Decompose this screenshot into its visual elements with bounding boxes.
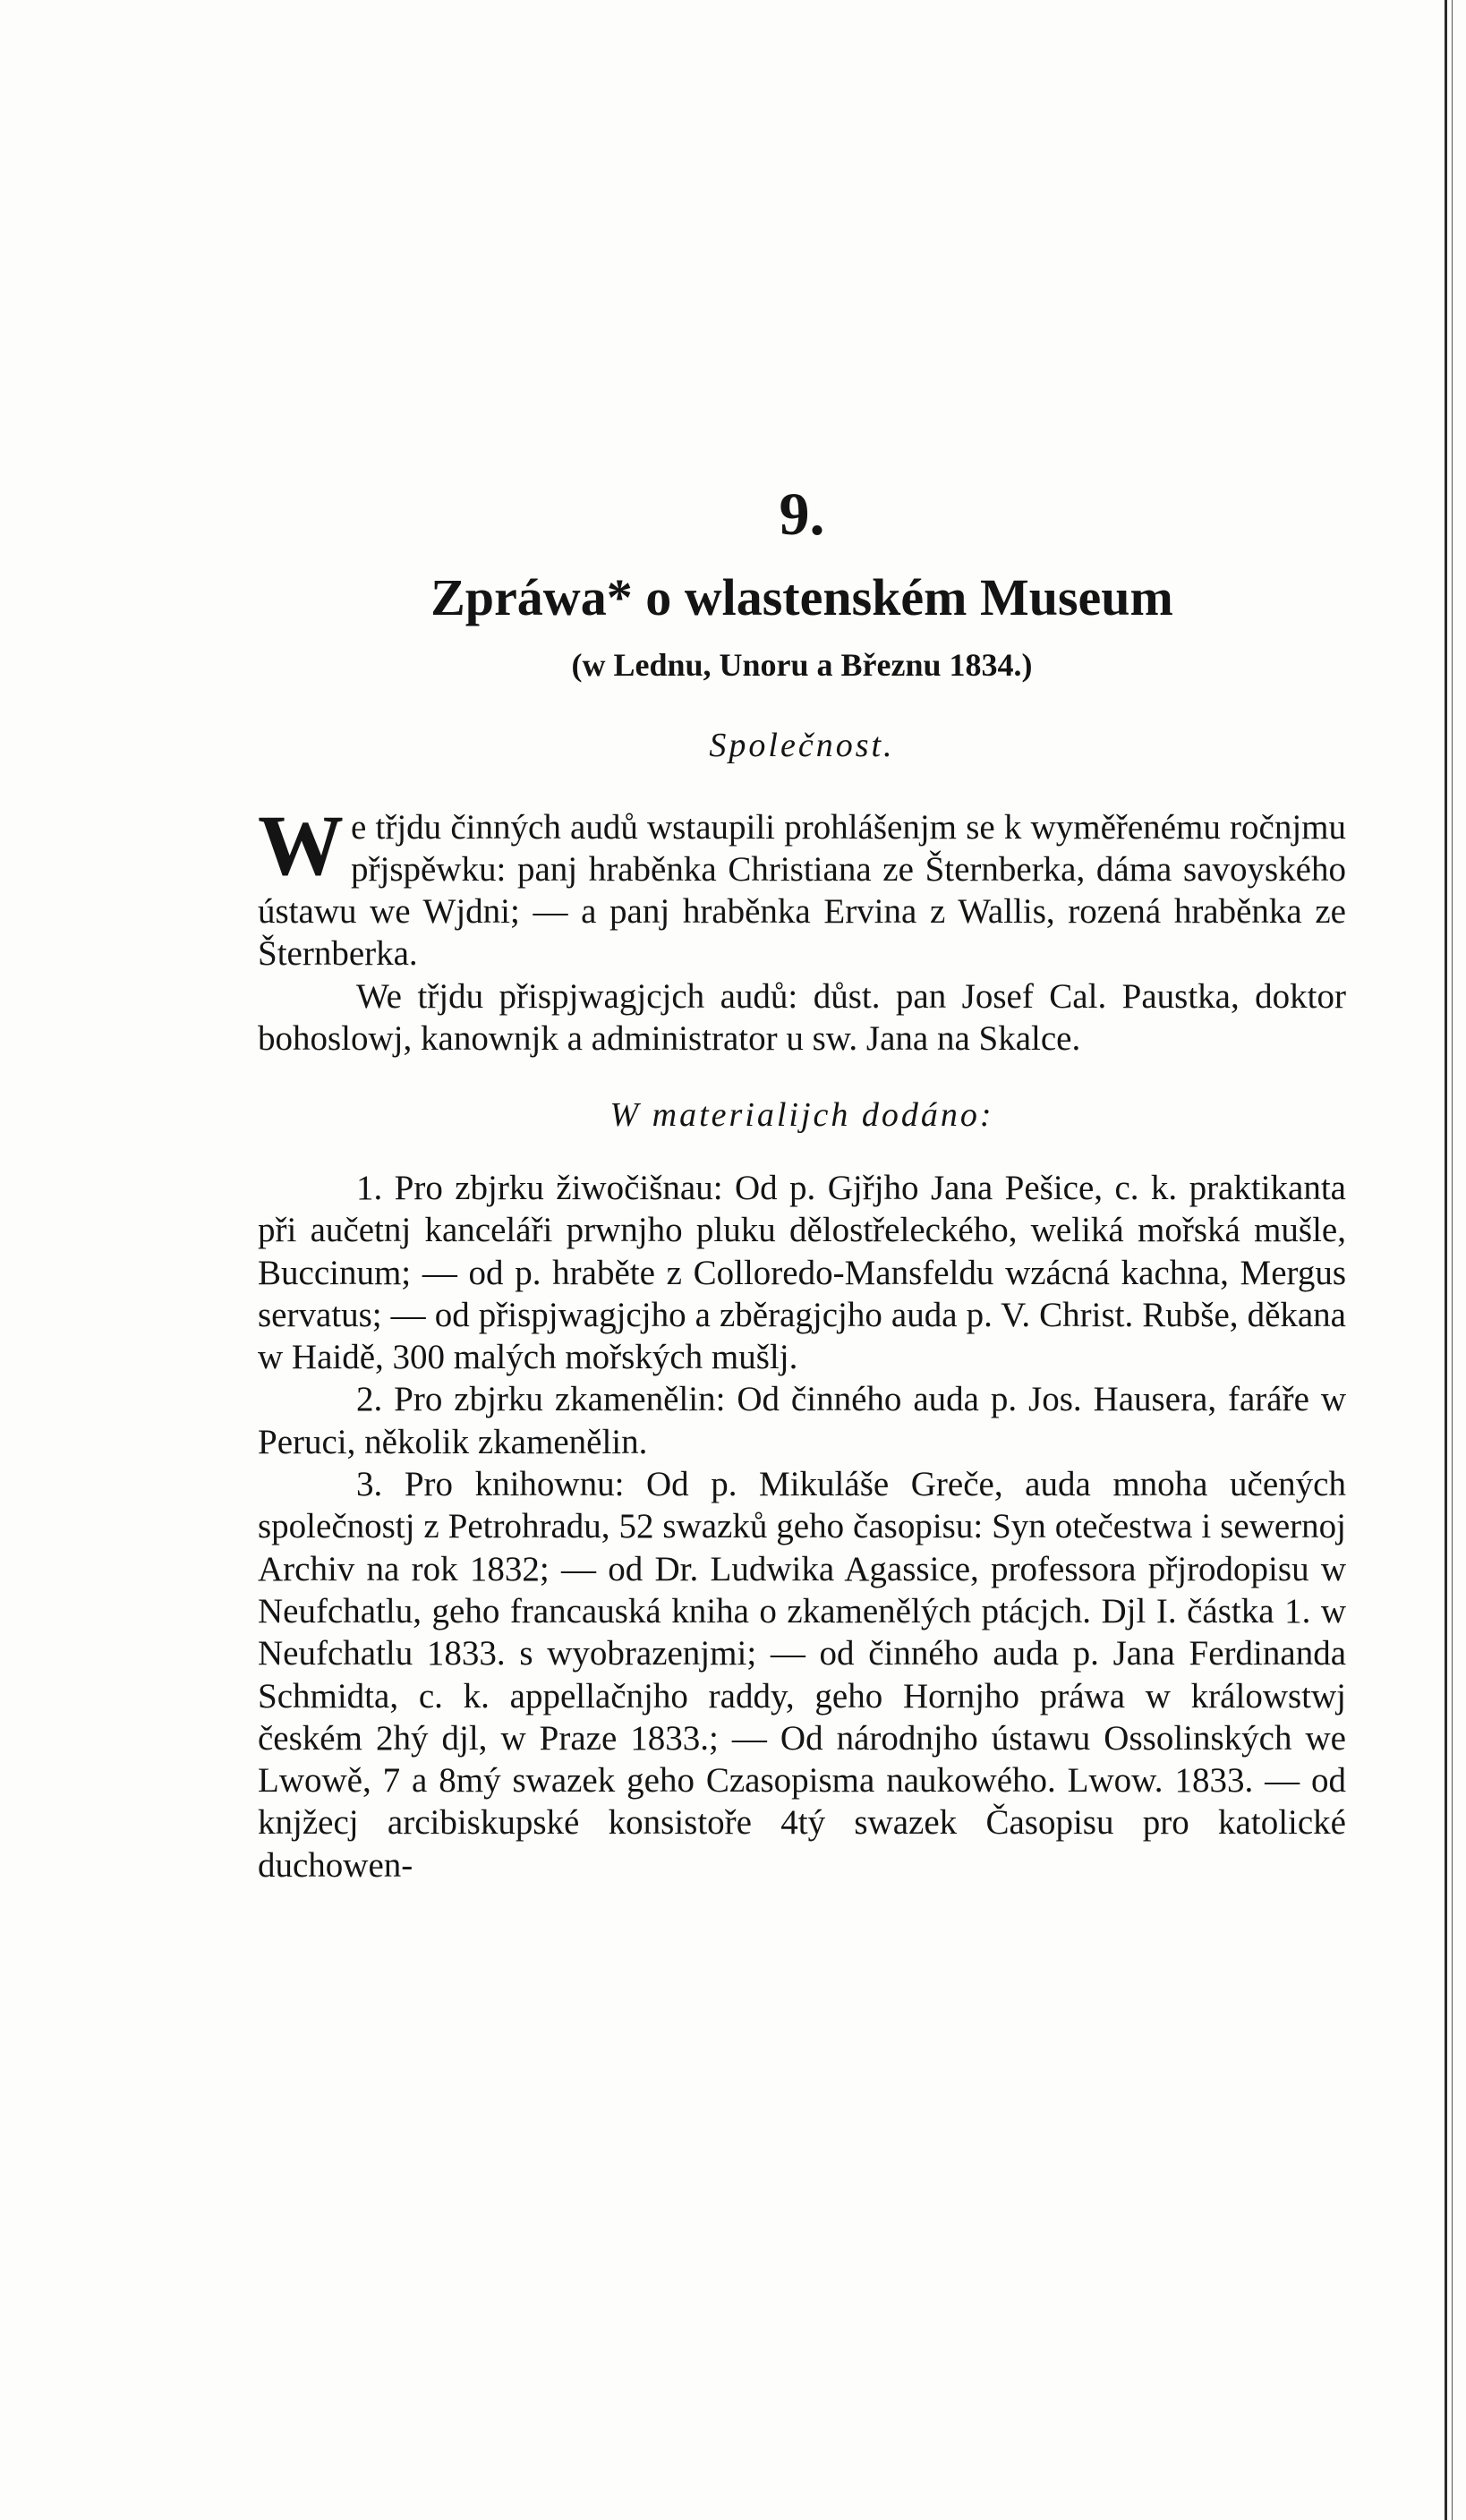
page-edge-line: [1445, 0, 1447, 2520]
dropcap-letter: W: [258, 796, 344, 893]
article: [258, 480, 1346, 1886]
paragraph-zoology-collection: 1. Pro zbjrku žiwočišnau: Od p. Gjřjho Jana Pešice, c. k. praktikanta při aučetnj kanceláři prwnjho pluku dělostřeleckého, weliká mořská mušle, Buccinum; — od p. hraběte z Colloredo-Mansfeldu wzácná kachna, Mergus servatus; — od přispjwagjcjho a zběragjcjho auda p. V. Christ. Rubše, děkana w Haidě, 300 malých mořských mušlj.: [258, 1168, 1346, 1377]
article-title: Zpráwa* o wlastenském Museum: [430, 568, 1173, 626]
section-heading-materials: W materialijch dodáno:: [609, 1096, 994, 1135]
paragraph-library: 3. Pro knihownu: Od p. Mikuláše Greče, auda mnoha učených společnostj z Petrohradu, 52 swazků geho časopisu: Syn otečestwa i sewernoj Archiv na rok 1832; — od Dr. Ludwika Agassice, professora přjrodopisu w Neufchatlu, geho francauská kniha o zkamenělých ptácjch. Djl I. částka 1. w Neufchatlu 1833. s wyobrazenjmi; — od činného auda p. Jana Ferdinanda Schmidta, c. k. appellačnjho raddy, geho Hornjho práwa w králowstwj českém 2hý djl, w Praze 1833.; — Od národnjho ústawu Ossolinských we Lwowě, 7 a 8mý swazek geho Czasopisma naukowého. Lwow. 1833. — od knjžecj arcibiskupské konsistoře 4tý swazek Časopisu pro katolické duchowen-: [258, 1465, 1346, 1885]
article-subtitle: (w Lednu, Unoru a Březnu 1834.): [571, 646, 1033, 683]
paragraph-membership: [258, 796, 1346, 975]
paragraph-contributing-members: We třjdu přispjwagjcjch audů: důst. pan Josef Cal. Paustka, doktor bohoslowj, kanownjk a administrator u sw. Jana na Skalce.: [258, 976, 1346, 1059]
section-heading-spolecnost: Společnost.: [709, 726, 895, 764]
paragraph-fossil-collection: 2. Pro zbjrku zkamenělin: Od činného auda p. Jos. Hausera, faráře w Peruci, několik zkamenělin.: [258, 1380, 1346, 1461]
chapter-number: 9.: [779, 480, 825, 548]
page-edge-line-thin: [1452, 0, 1453, 2520]
paragraph-membership-text: e třjdu činných audů wstaupili prohlášenjm se k wyměřenému ročnjmu přjspěwku: panj hraběnka Christiana ze Šternberka, dáma savoyského ústawu we Wjdni; — a panj hraběnka Ervina z Wallis, rozená hraběnka ze Šternberka.: [258, 807, 1346, 974]
